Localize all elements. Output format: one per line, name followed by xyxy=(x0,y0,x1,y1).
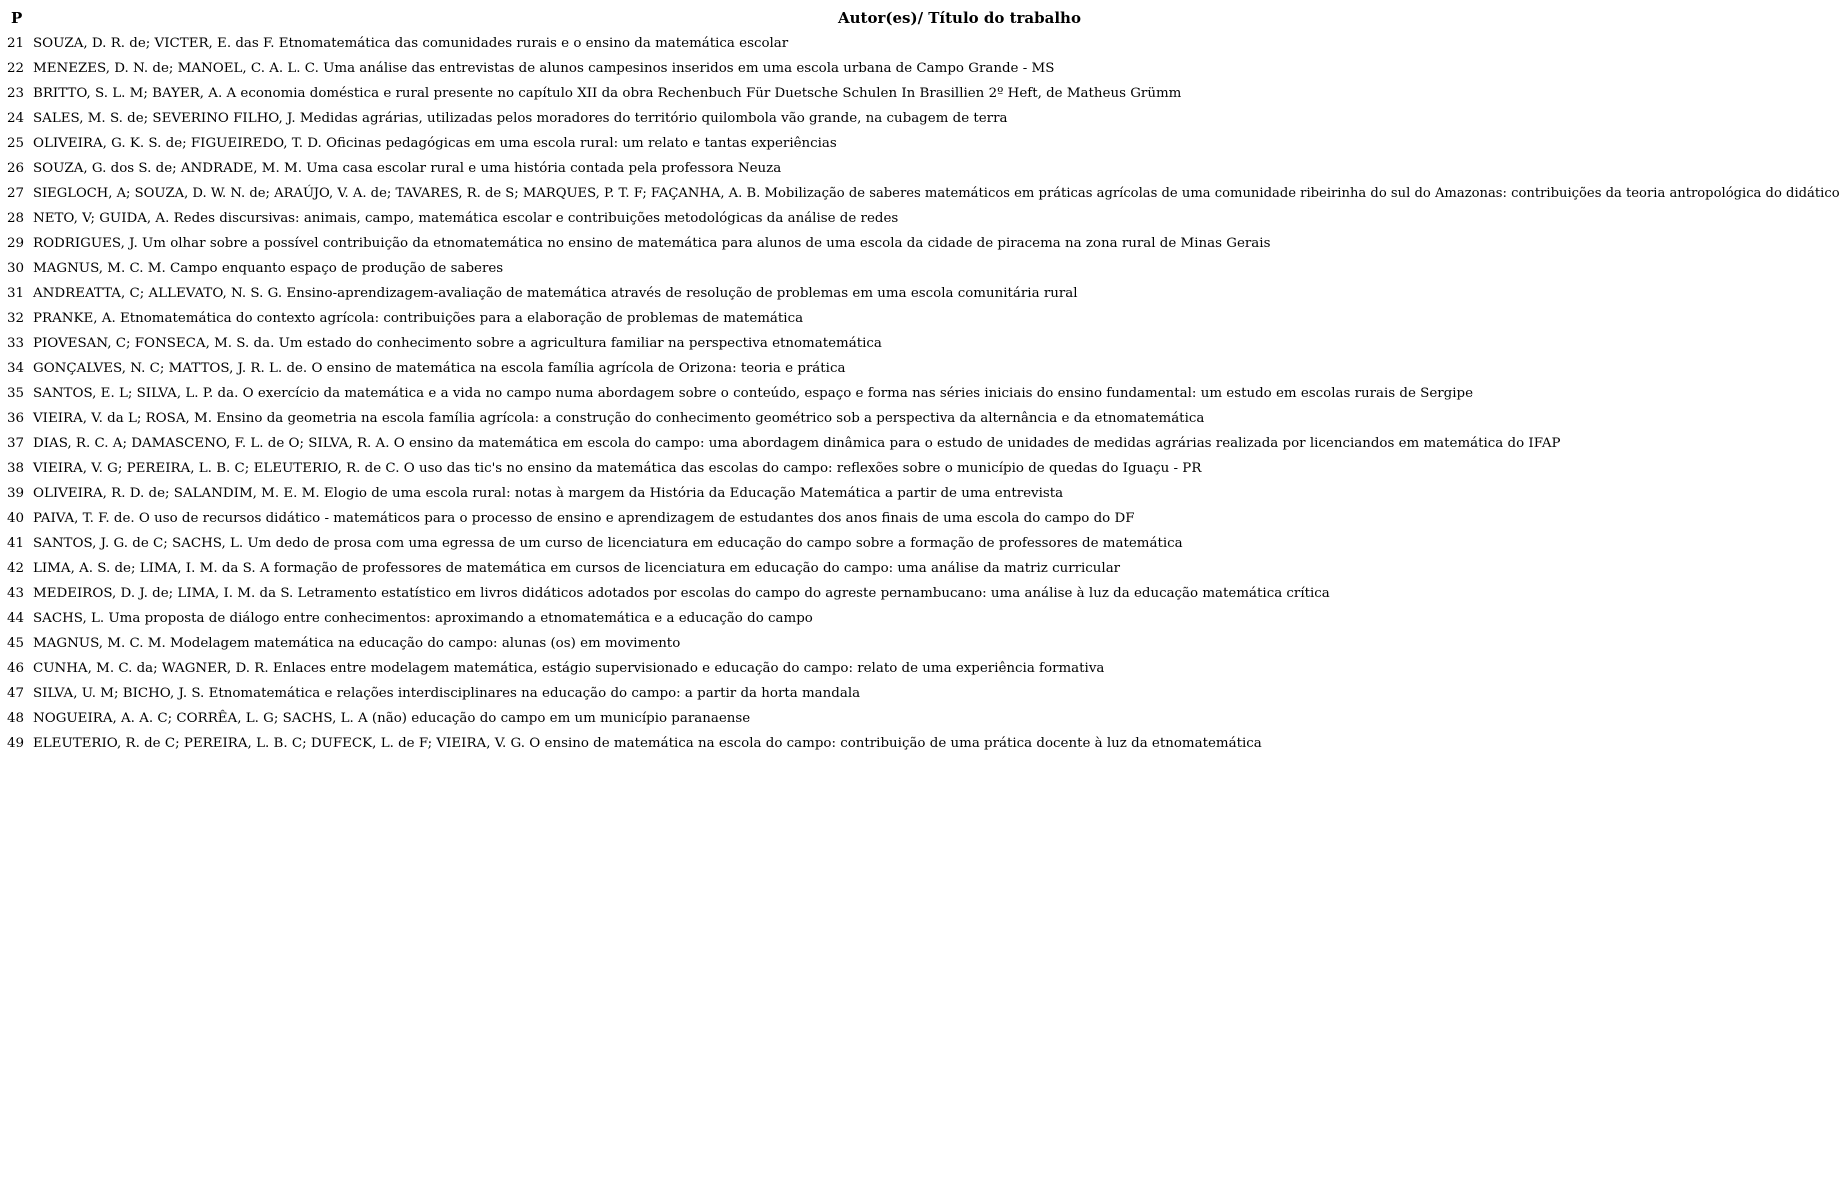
row-number: 26 xyxy=(7,161,25,176)
row-number: 48 xyxy=(7,711,25,726)
row-reference: VIEIRA, V. da L; ROSA, M. Ensino da geometria na escola família agrícola: a construção do conhecimento geométrico sob a perspectiva da alternância e da etnomatemática xyxy=(33,411,1205,426)
row-reference: MEDEIROS, D. J. de; LIMA, I. M. da S. Letramento estatístico em livros didáticos adotados por escolas do campo do agreste pernambucano: uma análise à luz da educação matemática crítica xyxy=(33,586,1330,601)
row-number: 45 xyxy=(7,636,25,651)
row-number: 28 xyxy=(7,211,25,226)
table-row xyxy=(0,656,1847,681)
row-reference: SANTOS, J. G. de C; SACHS, L. Um dedo de prosa com uma egressa de um curso de licenciatura em educação do campo sobre a formação de professores de matemática xyxy=(33,536,1183,551)
row-reference: ANDREATTA, C; ALLEVATO, N. S. G. Ensino-aprendizagem-avaliação de matemática através de resolução de problemas em uma escola comunitária rural xyxy=(33,286,1078,301)
row-number: 42 xyxy=(7,561,25,576)
table-row xyxy=(0,431,1847,456)
row-reference: MAGNUS, M. C. M. Campo enquanto espaço de produção de saberes xyxy=(33,261,504,276)
row-reference: SOUZA, D. R. de; VICTER, E. das F. Etnomatemática das comunidades rurais e o ensino da matemática escolar xyxy=(33,36,789,51)
row-number: 31 xyxy=(7,286,25,301)
row-reference: BRITTO, S. L. M; BAYER, A. A economia doméstica e rural presente no capítulo XII da obra Rechenbuch Für Duetsche Schulen In Brasillien 2º Heft, de Matheus Grümm xyxy=(33,86,1182,101)
table-row xyxy=(0,506,1847,531)
table-row xyxy=(0,56,1847,81)
table-row xyxy=(0,581,1847,606)
row-number: 41 xyxy=(7,536,25,551)
row-number: 44 xyxy=(7,611,25,626)
table-row xyxy=(0,306,1847,331)
row-reference: NETO, V; GUIDA, A. Redes discursivas: animais, campo, matemática escolar e contribuições metodológicas da análise de redes xyxy=(33,211,899,226)
header-title: Autor(es)/ Título do trabalho xyxy=(838,9,1081,27)
table-row xyxy=(0,631,1847,656)
table-row xyxy=(0,406,1847,431)
row-number: 30 xyxy=(7,261,25,276)
row-number: 23 xyxy=(7,86,25,101)
table-row xyxy=(0,681,1847,706)
row-reference: VIEIRA, V. G; PEREIRA, L. B. C; ELEUTERIO, R. de C. O uso das tic's no ensino da matemática das escolas do campo: reflexões sobre o município de quedas do Iguaçu - PR xyxy=(33,461,1202,476)
row-number: 21 xyxy=(7,36,25,51)
row-reference: MENEZES, D. N. de; MANOEL, C. A. L. C. Uma análise das entrevistas de alunos campesinos inseridos em uma escola urbana de Campo Grande - MS xyxy=(33,61,1055,76)
row-reference: LIMA, A. S. de; LIMA, I. M. da S. A formação de professores de matemática em cursos de licenciatura em educação do campo: uma análise da matriz curricular xyxy=(33,561,1121,576)
row-number: 37 xyxy=(7,436,25,451)
row-reference: PAIVA, T. F. de. O uso de recursos didático - matemáticos para o processo de ensino e aprendizagem de estudantes dos anos finais de uma escola do campo do DF xyxy=(33,511,1135,526)
row-reference: SIEGLOCH, A; SOUZA, D. W. N. de; ARAÚJO, V. A. de; TAVARES, R. de S; MARQUES, P. T. F; FAÇANHA, A. B. Mobilização de saberes matemáticos em práticas agrícolas de uma comunidade ribeirinha do sul do Amazonas: contribuições da teoria antropológica do didático xyxy=(33,186,1840,201)
table-row xyxy=(0,181,1847,206)
row-reference: ELEUTERIO, R. de C; PEREIRA, L. B. C; DUFECK, L. de F; VIEIRA, V. G. O ensino de matemática na escola do campo: contribuição de uma prática docente à luz da etnomatemática xyxy=(33,736,1262,751)
row-reference: PRANKE, A. Etnomatemática do contexto agrícola: contribuições para a elaboração de problemas de matemática xyxy=(33,311,804,326)
row-number: 49 xyxy=(7,736,25,751)
row-reference: SACHS, L. Uma proposta de diálogo entre conhecimentos: aproximando a etnomatemática e a educação do campo xyxy=(33,611,813,626)
table-row xyxy=(0,731,1847,756)
row-number: 33 xyxy=(7,336,25,351)
row-number: 22 xyxy=(7,61,25,76)
row-reference: SALES, M. S. de; SEVERINO FILHO, J. Medidas agrárias, utilizadas pelos moradores do território quilombola vão grande, na cubagem de terra xyxy=(33,111,1008,126)
table-row xyxy=(0,81,1847,106)
row-reference: RODRIGUES, J. Um olhar sobre a possível contribuição da etnomatemática no ensino de matemática para alunos de uma escola da cidade de piracema na zona rural de Minas Gerais xyxy=(33,236,1271,251)
row-reference: SANTOS, E. L; SILVA, L. P. da. O exercício da matemática e a vida no campo numa abordagem sobre o conteúdo, espaço e forma nas séries iniciais do ensino fundamental: um estudo em escolas rurais de Sergipe xyxy=(33,386,1474,401)
row-reference: NOGUEIRA, A. A. C; CORRÊA, L. G; SACHS, L. A (não) educação do campo em um município paranaense xyxy=(33,711,751,726)
header-p: P xyxy=(11,9,23,27)
row-number: 47 xyxy=(7,686,25,701)
table-row xyxy=(0,381,1847,406)
table-row xyxy=(0,481,1847,506)
row-number: 24 xyxy=(7,111,25,126)
table-row xyxy=(0,156,1847,181)
row-number: 32 xyxy=(7,311,25,326)
row-reference: MAGNUS, M. C. M. Modelagem matemática na educação do campo: alunas (os) em movimento xyxy=(33,636,681,651)
table-row xyxy=(0,356,1847,381)
row-number: 35 xyxy=(7,386,25,401)
row-number: 38 xyxy=(7,461,25,476)
table-row xyxy=(0,556,1847,581)
row-number: 34 xyxy=(7,361,25,376)
table-row xyxy=(0,281,1847,306)
row-reference: SOUZA, G. dos S. de; ANDRADE, M. M. Uma casa escolar rural e uma história contada pela professora Neuza xyxy=(33,161,782,176)
table-row xyxy=(0,106,1847,131)
row-number: 25 xyxy=(7,136,25,151)
table-row xyxy=(0,31,1847,56)
row-number: 40 xyxy=(7,511,25,526)
row-number: 29 xyxy=(7,236,25,251)
row-number: 36 xyxy=(7,411,25,426)
table-header xyxy=(0,7,1847,29)
row-number: 46 xyxy=(7,661,25,676)
table-row xyxy=(0,606,1847,631)
table-row xyxy=(0,531,1847,556)
table-body xyxy=(0,31,1847,756)
row-number: 27 xyxy=(7,186,25,201)
row-reference: CUNHA, M. C. da; WAGNER, D. R. Enlaces entre modelagem matemática, estágio supervisionado e educação do campo: relato de uma experiência formativa xyxy=(33,661,1105,676)
row-reference: GONÇALVES, N. C; MATTOS, J. R. L. de. O ensino de matemática na escola família agrícola de Orizona: teoria e prática xyxy=(33,361,846,376)
row-reference: DIAS, R. C. A; DAMASCENO, F. L. de O; SILVA, R. A. O ensino da matemática em escola do campo: uma abordagem dinâmica para o estudo de unidades de medidas agrárias realizada por licenciandos em matemática do IFAP xyxy=(33,436,1561,451)
row-number: 43 xyxy=(7,586,25,601)
row-reference: PIOVESAN, C; FONSECA, M. S. da. Um estado do conhecimento sobre a agricultura familiar na perspectiva etnomatemática xyxy=(33,336,882,351)
table-row xyxy=(0,231,1847,256)
table-row xyxy=(0,206,1847,231)
table-row xyxy=(0,456,1847,481)
row-reference: SILVA, U. M; BICHO, J. S. Etnomatemática e relações interdisciplinares na educação do campo: a partir da horta mandala xyxy=(33,686,861,701)
row-reference: OLIVEIRA, R. D. de; SALANDIM, M. E. M. Elogio de uma escola rural: notas à margem da História da Educação Matemática a partir de uma entrevista xyxy=(33,486,1064,501)
row-reference: OLIVEIRA, G. K. S. de; FIGUEIREDO, T. D. Oficinas pedagógicas em uma escola rural: um relato e tantas experiências xyxy=(33,136,837,151)
table-row xyxy=(0,331,1847,356)
table-row xyxy=(0,706,1847,731)
table-row xyxy=(0,131,1847,156)
table-row xyxy=(0,256,1847,281)
row-number: 39 xyxy=(7,486,25,501)
